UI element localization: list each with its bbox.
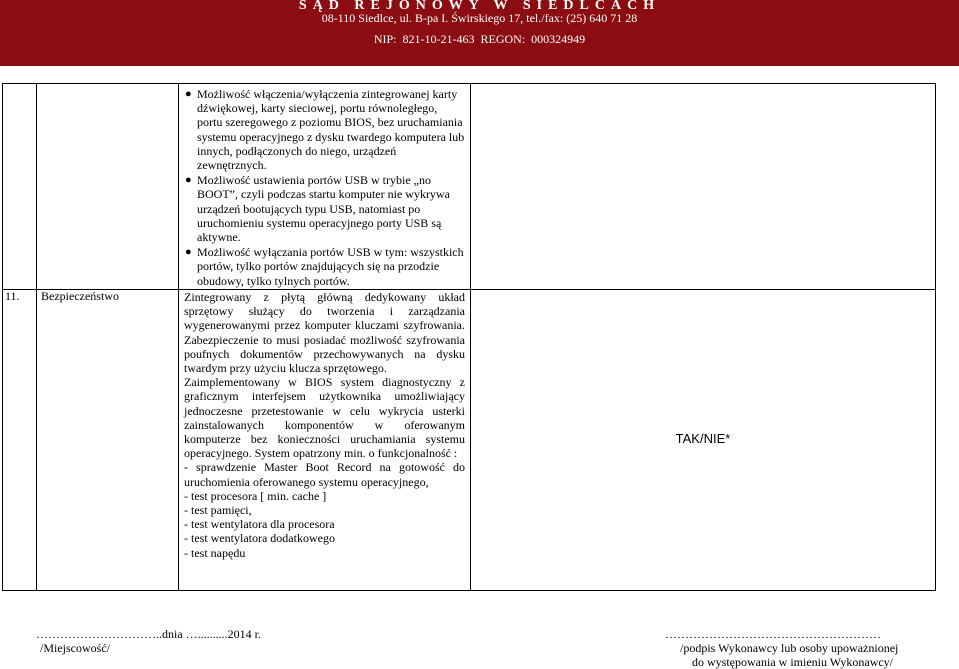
description-paragraph: Zintegrowany z płytą główną dedykowany układ sprzętowy służący do tworzenia i zarządzania wygenerowanymi przez komputer kluczami szyfrowania. Zabezpieczenie to musi posiadać możliwość szyfrowania poufnych dokumentów przechowywanych na dysku twardym przy użyciu klucza sprzętowego. <box>184 290 465 376</box>
list-item <box>183 245 465 288</box>
row-2-description <box>184 290 465 560</box>
list-item: - test wentylatora dodatkowego <box>184 531 335 546</box>
bullet-text: Możliwość wyłączania portów USB w tym: wszystkich portów, tylko portów znajdujących się na przodzie obudowy, tylko tylnych portów. <box>197 245 464 288</box>
list-item: - test wentylatora dla procesora <box>184 517 335 532</box>
specification-table <box>2 83 936 591</box>
row-2-number: 11. <box>5 289 20 303</box>
signature-label-continued: do występowania w imieniu Wykonawcy/ <box>692 655 894 669</box>
letterhead-banner <box>0 0 959 66</box>
signature-label: /podpis Wykonawcy lub osoby upoważnionej <box>680 641 899 655</box>
row-1-requirements <box>183 87 465 288</box>
place-label: /Miejscowość/ <box>40 641 110 655</box>
column-divider <box>36 84 37 590</box>
list-item: - test napędu <box>184 545 246 560</box>
court-name: SĄD REJONOWY W SIEDLCACH <box>298 0 661 13</box>
court-address: 08-110 Siedlce, ul. B-pa I. Świrskiego 17, tel./fax: (25) 640 71 28 <box>321 11 638 25</box>
list-item: - sprawdzenie Master Boot Record na gotowość do uruchomienia oferowanego systemu operacyjnego, <box>184 460 465 489</box>
row-2-name: Bezpieczeństwo <box>41 289 119 303</box>
bullet-icon: ● <box>185 174 192 187</box>
column-divider <box>470 84 471 590</box>
list-item <box>183 87 465 172</box>
list-item <box>183 173 465 244</box>
column-divider <box>178 84 179 590</box>
list-item: - test pamięci, <box>184 503 252 518</box>
bullet-icon: ● <box>185 88 192 100</box>
description-paragraph: Zaimplementowany w BIOS system diagnostyczny z graficznym interfejsem użytkownika umożliwiający jednoczesne przetestowanie w celu wykrycia usterki zainstalowanych komponentów w oferowanym komputerze bez konieczności uruchamiania systemu operacyjnego. System opatrzony min. o funkcjonalność : <box>184 375 465 461</box>
signature-line: ……………………………………………… <box>665 627 881 641</box>
bullet-text: Możliwość ustawienia portów USB w trybie „no BOOT”, czyli podczas startu komputer nie wykrywa urządzeń bootujących typu USB, natomiast po uruchomieniu systemu operacyjnego porty USB są aktywne. <box>197 173 450 245</box>
row-divider <box>3 289 935 290</box>
place-date-line: …………………………..dnia …..........2014 r. <box>36 627 261 641</box>
answer-field: TAK/NIE* <box>675 431 731 446</box>
list-item: - test procesora [ min. cache ] <box>184 488 327 503</box>
bullet-text: Możliwość włączenia/wyłączenia zintegrowanej karty dźwiękowej, karty sieciowej, portu równoległego, portu szeregowego z poziomu BIOS, bez uruchamiania systemu operacyjnego z dysku twardego komputera lub innych, podłączonych do niego, urządzeń zewnętrznych. <box>197 87 465 173</box>
court-ids: NIP: 821-10-21-463 REGON: 000324949 <box>373 32 586 46</box>
bullet-icon: ● <box>185 246 192 259</box>
